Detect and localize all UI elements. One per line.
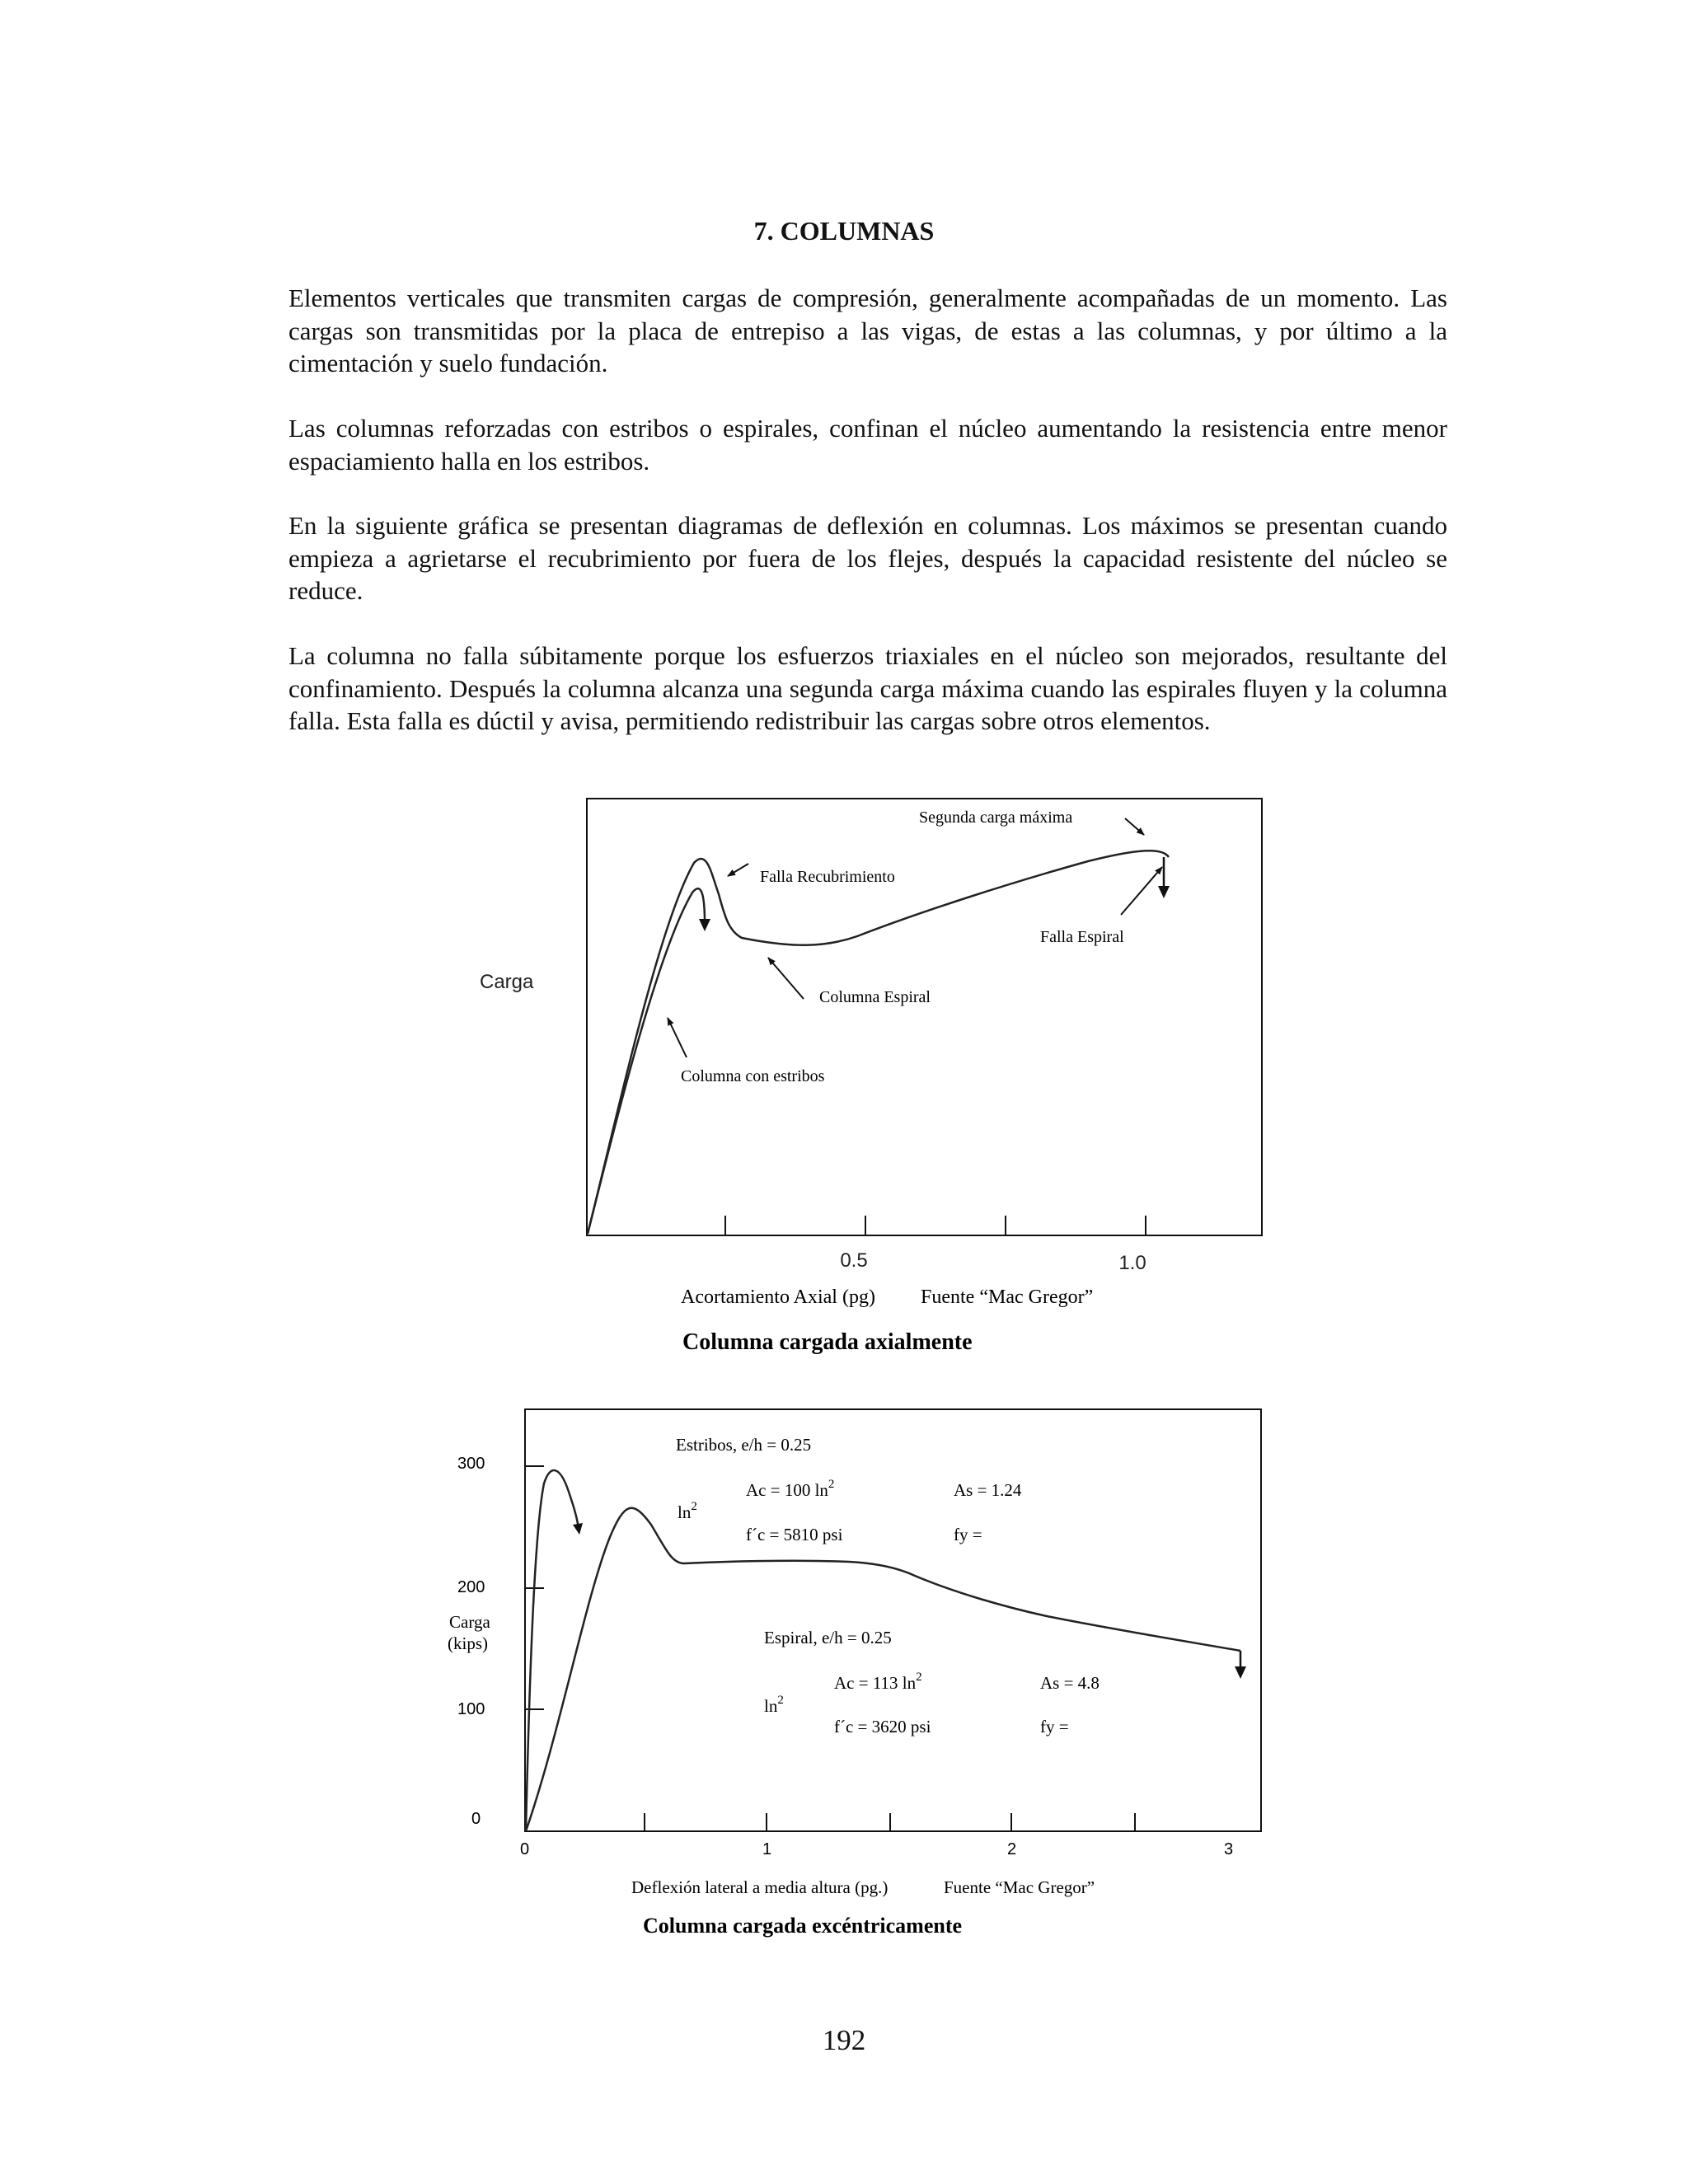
estribos-fc: f´c = 5810 psi [746,1525,843,1544]
y-tick-label: 300 [457,1455,485,1473]
x-tick-label: 2 [1007,1840,1017,1858]
eccentric-x-label: Deflexión lateral a media altura (pg.) [631,1877,889,1897]
eccentric-source: Fuente “Mac Gregor” [944,1877,1095,1897]
eccentric-plot-frame [525,1409,1261,1831]
axial-y-label: Carga [480,971,534,993]
tied-eccentric-arrowhead [573,1523,583,1535]
x-tick-label: 0.5 [840,1249,868,1272]
annotation-falla-espiral: Falla Espiral [1040,928,1124,946]
page-title: 7. COLUMNAS [753,216,935,246]
page-number: 192 [822,2024,866,2056]
y-tick-label: 0 [471,1810,481,1828]
spiral-eccentric-arrowhead [1235,1666,1246,1679]
paragraph-3: En la siguiente gráfica se presentan diagramas de deflexión en columnas. Los máximos se presentan cuando empieza a agrietarse el recubrimiento por fuera de los flejes, después la capacidad resistente del núcleo se reduce. [288,511,1447,605]
eccentric-y-unit: (kips) [448,1633,488,1653]
annotation-columna-estribos: Columna con estribos [681,1067,825,1085]
espiral-unit-sup: 2 [777,1694,784,1707]
x-tick-label: 3 [1224,1840,1234,1858]
estribos-ac-sup: 2 [828,1478,835,1491]
paragraph-2: Las columnas reforzadas con estribos o espirales, confinan el núcleo aumentando la resistencia entre menor espaciamiento halla en los estribos. [288,414,1447,476]
estribos-as: As = 1.24 [954,1480,1022,1500]
annotation-columna-espiral: Columna Espiral [819,988,931,1006]
paragraph-1: Elementos verticales que transmiten cargas de compresión, generalmente acompañadas de un momento. Las cargas son transmitidas por la placa de entrepiso a las vigas, de estas a las columnas, y por último a la cimentación y suelo fundación. [288,284,1447,377]
espiral-fy: fy = [1040,1717,1069,1736]
axial-x-label: Acortamiento Axial (pg) [681,1286,875,1308]
espiral-title: Espiral, e/h = 0.25 [764,1628,892,1647]
estribos-ac-text: Ac = 100 ln [746,1480,828,1500]
axial-source: Fuente “Mac Gregor” [921,1286,1094,1308]
estribos-unit-sup: 2 [691,1500,697,1513]
x-tick-label: 1 [762,1840,772,1858]
espiral-unit-text: ln [764,1696,778,1716]
estribos-ac [746,1478,834,1500]
x-tick-label: 0 [520,1840,530,1858]
y-tick-label: 200 [457,1578,485,1596]
annotation-segunda-carga: Segunda carga máxima [919,808,1073,827]
eccentric-caption: Columna cargada excéntricamente [643,1914,963,1938]
espiral-ac-sup: 2 [916,1671,922,1684]
annotation-falla-recubrimiento: Falla Recubrimiento [760,868,895,886]
espiral-fc: f´c = 3620 psi [834,1717,931,1736]
y-tick-label: 100 [457,1700,485,1718]
estribos-fy: fy = [954,1525,982,1544]
estribos-unit-text: ln [678,1502,692,1522]
estribos-unit [678,1500,697,1522]
espiral-ac [834,1671,922,1693]
espiral-as: As = 4.8 [1040,1673,1100,1693]
axial-caption: Columna cargada axialmente [682,1329,973,1355]
espiral-ac-text: Ac = 113 ln [834,1673,917,1693]
estribos-title: Estribos, e/h = 0.25 [676,1435,812,1455]
spiral-eccentric-curve [526,1508,1240,1831]
x-tick-label: 1.0 [1118,1252,1146,1274]
tied-eccentric-curve [526,1470,579,1831]
eccentric-y-label: Carga [449,1612,490,1632]
espiral-unit [764,1694,784,1716]
paragraph-4: La columna no falla súbitamente porque los esfuerzos triaxiales en el núcleo son mejorados, resultante del confinamiento. Después la columna alcanza una segunda carga máxima cuando las espirales fluyen y la columna falla. Esta falla es dúctil y avisa, permitiendo redistribuir las cargas sobre otros elementos. [288,641,1447,735]
